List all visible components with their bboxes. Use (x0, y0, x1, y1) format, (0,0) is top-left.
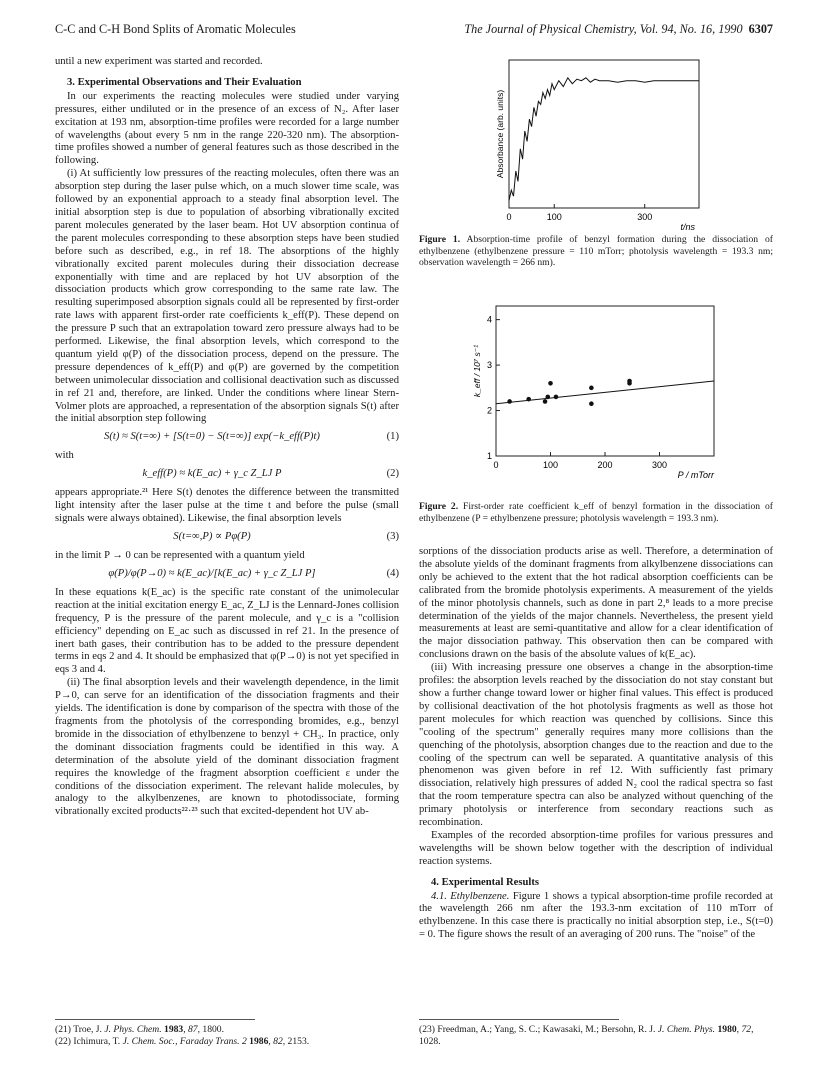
footnote: (23) Freedman, A.; Yang, S. C.; Kawasaki, M.; Bersohn, R. J. J. Chem. Phys. 1980, 72, 1028. (419, 1024, 754, 1047)
left-column (55, 56, 399, 819)
footnotes-right (419, 1024, 773, 1047)
y-axis-label: Absorbance (arb. units) (495, 89, 505, 179)
paragraph: appears appropriate.²¹ Here S(t) denotes the difference between the transmitted light intensity after the laser pulse at the time t and before the pulse (small signals were always obtained). Likewise, the final absorption levels (55, 487, 399, 525)
y-tick-label: 4 (486, 314, 492, 325)
x-axis-label: P / mTorr (677, 470, 714, 480)
figure-2-caption: Figure 2. First-order rate coefficient k_eff of benzyl formation in the dissociation of ethylbenzene (P = ethylbenzene pressure; photolysis wavelength = 193.3 nm). (419, 501, 773, 524)
x-axis-label: t/ns (680, 222, 695, 232)
data-point (554, 395, 559, 400)
figure-1-chart (419, 56, 773, 246)
y-tick-label: 1 (486, 451, 492, 461)
data-point (507, 399, 512, 404)
figure-2 (419, 296, 773, 546)
footnote-rule (55, 1019, 255, 1020)
paragraph: 4.1. Ethylbenzene. Figure 1 shows a typical absorption-time profile recorded at the wavelength 266 nm after the 193.3-nm excitation of 110 mTorr of ethylbenzene. In this case there is practically no initial absorption step, i.e., S(t=0) = 0. The figure shows the result of an averaging of 200 runs. The "noise" of the (419, 890, 773, 941)
running-header (55, 22, 773, 38)
figure-1-caption: Figure 1. Absorption-time profile of benzyl formation during the dissociation of ethylbenzene (ethylbenzene pressure = 110 mTorr; photolysis wavelength = 193.3 nm; observation wavelength = 266 nm). (419, 234, 773, 268)
x-tick-label: 300 (651, 460, 668, 470)
x-tick-label: 100 (542, 460, 559, 470)
paragraph: In these equations k(E_ac) is the specific rate constant of the unimolecular reaction at the initial excitation energy E_ac, Z_LJ is the Lennard-Jones collision frequency, P is the pressure of the parent molecule, and γ_c is a "collision efficiency" depending on E_ac such as discussed in ref 21. In the presence of inert bath gases, their contribution has to be added to the pressure dependent terms in eqs 2 and 4. It should be emphasized that φ(P→0) is not yet specified in eqs 3 and 4. (55, 586, 399, 676)
journal-citation: The Journal of Physical Chemistry, Vol. 94, No. 16, 1990 6307 (464, 22, 773, 36)
data-point (589, 386, 594, 391)
paragraph: (i) At sufficiently low pressures of the reacting molecules, often there was an absorption step during the laser pulse which, on a much slower time scale, was followed by an exponential approach to a steady final absorption level. The initial absorption step is due to population of absorbing vibrationally excited parent molecules generated by the laser beam. Hot UV absorption continua of the parent molecules corresponding to these absorption steps have been studied before such as described, e.g., in ref 18. The absorptions of the highly vibrationally excited parent molecules during their dissociation decrease exponentially with time and are replaced by hot UV absorption of the dissociation products which grow corresponding to the same rate law. The resulting superimposed absorption signals could all be represented by first-order rate laws with apparent first-order rate coefficients k_eff(P). These depend on the pressure P such that an extrapolation toward zero pressure always had to be performed. Likewise, the final absorption levels, which correspond to the quantum yield φ(P) of the dissociation process, depend on the pressure. The pressure dependences of k_eff(P) and φ(P) are governed by the competition between unimolecular dissociation and collisional deactivation such as discussed in ref 21 and, therefore, are linked. Under the conditions where linear Stern-Volmer plots are approached, a representation of the absorption signals S(t) after the initial absorption step following (55, 168, 399, 425)
data-point (545, 395, 550, 400)
paragraph: (ii) The final absorption levels and their wavelength dependence, in the limit P→0, can serve for an identification of the dissociation fragments and their yields. The identification is done by comparison of the spectra with those of the fragments from the photolysis of the corresponding bromides, e.g., benzyl bromide in the dissociation of ethylbenzene to benzyl + CH₃. In practice, only the dominant dissociation fragments could be identified in this way. A determination of the absolute yield of the dominant dissociation fragment requires the knowledge of the fragment absorption coefficient ε under the conditions of the dissociation experiment. The relevant halide molecules, by analogy to the alkylbenzenes, are known to photodissociate, forming vibrationally excited products²²·²³ such that excited-dependent hot UV ab- (55, 677, 399, 818)
running-title: C-C and C-H Bond Splits of Aromatic Molecules (55, 22, 296, 36)
paragraph: until a new experiment was started and recorded. (55, 56, 263, 67)
plot-frame (496, 306, 714, 456)
paragraph: In our experiments the reacting molecules were studied under varying pressures, either undiluted or in the presence of an excess of N₂. After laser excitation at 193 nm, absorption-time profiles were recorded for a large number of wavelengths (about every 5 nm in the range 220-320 nm). The absorption-time profiles showed a number of general features such as those described in the following. (55, 90, 399, 167)
data-point (543, 399, 548, 404)
paragraph: with (55, 450, 74, 462)
data-point (548, 381, 553, 386)
right-column (419, 56, 773, 942)
paragraph: (iii) With increasing pressure one observes a change in the absorption-time profiles: the absorption levels reached by the dissociation do not stay constant but show a further change toward lower or higher final values. This effect is produced by collisional deactivation of the hot photolysis fragments as well as those hot parent molecules for which reaction was quenched by collisions. Since this "cooling of the spectrum" generally requires many more collisions than the quenching of the photolysis, absorption changes due to the reaction and due to the cooling of the spectrum can well be separated. A quantitative analysis of this phenomenon was given before in ref 12. With sufficiently fast primary dissociation, relatively high pressures of added N₂ cool the radical spectra so fast that the room temperature spectra can also be analyzed without quenching of the primary photolysis or interference from secondary reactions such as recombination. (419, 662, 773, 829)
figure-1 (419, 56, 773, 296)
data-point (526, 397, 531, 402)
footnotes-left (55, 1024, 399, 1047)
paragraph: Examples of the recorded absorption-time profiles for various pressures and wavelengths will be shown below together with the description of individual reaction systems. (419, 829, 773, 867)
footnote: (22) Ichimura, T. J. Chem. Soc., Faraday Trans. 2 1986, 82, 2153. (55, 1035, 310, 1047)
x-tick-label: 0 (493, 460, 499, 470)
paragraph: in the limit P → 0 can be represented with a quantum yield (55, 550, 305, 561)
y-axis-label: k_eff / 10⁷ s⁻¹ (472, 344, 482, 398)
x-tick-label: 0 (506, 212, 512, 222)
y-tick-label: 2 (486, 405, 492, 416)
figure-2-chart (419, 296, 773, 511)
equation-3: S(t=∞,P) ∝ Pφ(P) (3) (173, 531, 399, 542)
data-point (589, 401, 594, 406)
x-tick-label: 300 (637, 212, 653, 222)
footnote: (21) Troe, J. J. Phys. Chem. 1983, 87, 1800. (55, 1024, 224, 1035)
equation-4: φ(P)/φ(P→0) ≈ k(E_ac)/[k(E_ac) + γ_c Z_LJ P] (4) (108, 567, 399, 579)
plot-frame (509, 60, 699, 208)
equation-1: S(t) ≈ S(t=∞) + [S(t=0) − S(t=∞)] exp(−k_eff(P)t) (1) (104, 431, 399, 443)
y-tick-label: 3 (486, 360, 492, 371)
section-heading: 4. Experimental Results (431, 876, 539, 888)
footnote-rule (419, 1019, 619, 1020)
data-point (627, 381, 632, 386)
x-tick-label: 200 (597, 460, 613, 470)
x-tick-label: 100 (546, 212, 562, 222)
paragraph: sorptions of the dissociation products arise as well. Therefore, a determination of the absolute yields of the dominant fragments from alkylbenzene dissociations can only be achieved to the extent that the hot radical absorption coefficients can be calibrated from the bromide photolysis experiments. A measurement of the yields of the minor photolysis channels, such as done in part 2,⁸ leads to a more precise determination of the yields of the major channels. Nevertheless, the present yield measurements at least are semi-quantitative and allow for a clear identification of the major dissociation pathway. This observation then can be compared with conclusions drawn on the basis of the absolute values of k(E_ac). (419, 546, 773, 661)
section-heading: 3. Experimental Observations and Their Evaluation (67, 76, 302, 88)
equation-2: k_eff(P) ≈ k(E_ac) + γ_c Z_LJ P (2) (142, 468, 399, 480)
page-number: 6307 (748, 22, 773, 36)
data-line (509, 78, 699, 201)
